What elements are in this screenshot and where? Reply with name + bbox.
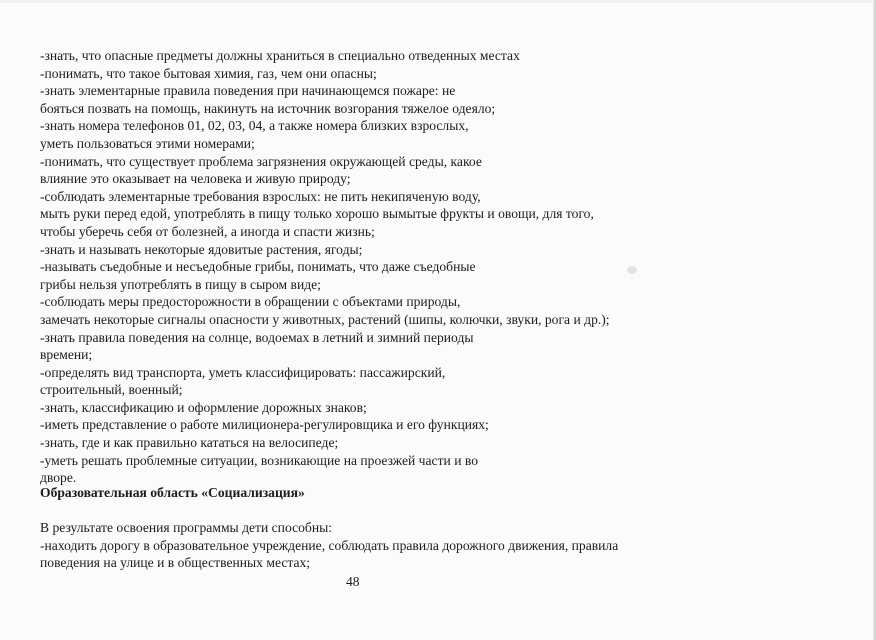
body-text (40, 47, 820, 487)
text-line: -знать номера телефонов 01, 02, 03, 04, а также номера близких взрослых, (40, 118, 469, 134)
text-line: -иметь представление о работе милиционера-регулировщика и его функциях; (40, 417, 489, 433)
text-line: -соблюдать элементарные требования взрослых: не пить некипяченую воду, (40, 188, 481, 204)
text-line: грибы нельзя употреблять в пищу в сыром виде; (40, 276, 321, 292)
text-line: поведения на улице и в общественных местах; (40, 555, 311, 571)
text-line: -знать и называть некоторые ядовитые растения, ягоды; (40, 241, 363, 257)
text-line: -уметь решать проблемные ситуации, возникающие на проезжей части и во (40, 452, 478, 468)
text-line: В результате освоения программы дети способны: (40, 520, 333, 535)
scan-edge-top (0, 0, 876, 3)
text-line: бояться позвать на помощь, накинуть на источник возгорания тяжелое одеяло; (40, 100, 496, 116)
text-line: -знать, что опасные предметы должны храниться в специально отведенных местах (40, 48, 520, 63)
text-line: -соблюдать меры предосторожности в обращении с объектами природы, (40, 294, 461, 310)
text-line: мыть руки перед едой, употреблять в пищу только хорошо вымытые фрукты и овощи, для того, (40, 206, 594, 222)
text-line: -знать элементарные правила поведения при начинающемся пожаре: не (40, 83, 456, 99)
text-line: -знать, где и как правильно кататься на велосипеде; (40, 435, 339, 451)
text-line: -находить дорогу в образовательное учреждение, соблюдать правила дорожного движения, правила (40, 537, 619, 553)
text-line: -знать правила поведения на солнце, водоемах в летний и зимний периоды (40, 329, 474, 345)
text-line: -понимать, что такое бытовая химия, газ, чем они опасны; (40, 65, 377, 81)
text-line: строительный, военный; (40, 382, 183, 398)
text-line: времени; (40, 347, 93, 363)
page-number: 48 (346, 574, 360, 589)
text-line: чтобы уберечь себя от болезней, а иногда и спасти жизнь; (40, 223, 375, 239)
section-heading: Образовательная область «Социализация» (40, 485, 305, 500)
text-line: дворе. (40, 470, 77, 486)
text-line: уметь пользоваться этими номерами; (40, 135, 255, 151)
text-line: -называть съедобные и несъедобные грибы, понимать, что даже съедобные (40, 259, 476, 275)
text-line: -определять вид транспорта, уметь классифицировать: пассажирский, (40, 364, 446, 380)
text-line: замечать некоторые сигналы опасности у животных, растений (шипы, колючки, звуки, рога и др.); (40, 311, 610, 327)
text-line: -знать, классификацию и оформление дорожных знаков; (40, 399, 367, 415)
text-line: -понимать, что существует проблема загрязнения окружающей среды, какое (40, 153, 482, 169)
text-line: влияние это оказывает на человека и живую природу; (40, 171, 351, 187)
outro-text (40, 519, 820, 572)
